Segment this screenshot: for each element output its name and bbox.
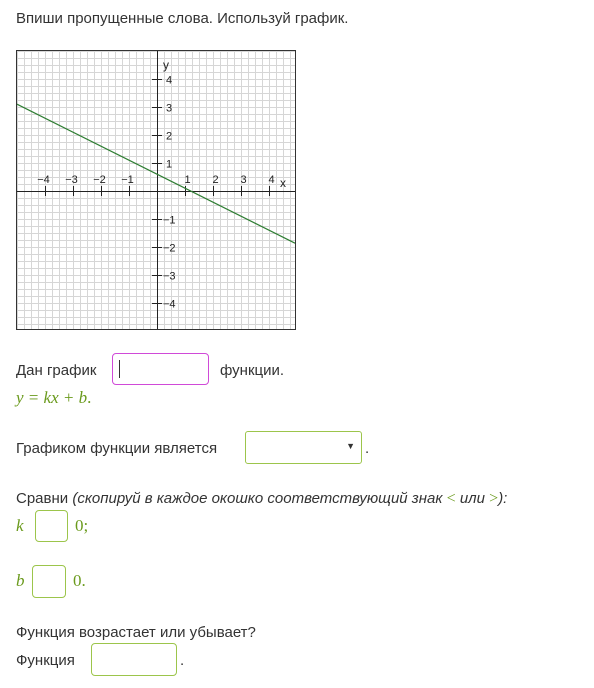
formula-end: . (87, 388, 92, 407)
lt-sign: < (446, 490, 456, 507)
x-axis-label: x (280, 176, 286, 190)
q4-question: Функция возрастает или убывает? (16, 624, 256, 641)
x-tick-label: −2 (93, 174, 106, 186)
q3-title: Сравни (16, 490, 69, 507)
hint-end: ): (498, 490, 508, 507)
q2-after-text: . (365, 440, 370, 457)
b-compare-end: 0. (73, 571, 86, 590)
q1-after-text: функции. (220, 362, 285, 379)
y-tick-label: 4 (166, 74, 173, 87)
x-tick-label: 1 (184, 174, 191, 186)
q4-label: Функция (16, 652, 75, 669)
q3-hint: (скопируй в каждое окошко соответствующий знак (72, 490, 443, 507)
gt-sign: > (489, 490, 499, 507)
function-type-input[interactable] (112, 353, 209, 385)
x-tick-label: −1 (121, 174, 134, 186)
y-tick-label: −2 (163, 242, 176, 255)
formula-text: y = kx + b (16, 388, 88, 407)
monotonicity-input[interactable] (91, 643, 177, 676)
q3-heading (16, 490, 507, 508)
dropdown-arrow-icon: ▼ (346, 441, 355, 451)
x-tick-label: −3 (65, 174, 78, 186)
k-compare-end: 0; (75, 516, 89, 535)
y-tick-label: 3 (166, 102, 173, 115)
x-tick-label: −4 (37, 174, 50, 186)
k-compare-input[interactable] (35, 510, 68, 542)
x-tick-label: 2 (212, 174, 219, 186)
graph-type-select[interactable] (245, 431, 362, 464)
b-compare-input[interactable] (32, 565, 66, 598)
k-symbol: k (16, 516, 24, 535)
x-tick-label: 3 (240, 174, 247, 186)
function-line (17, 104, 295, 243)
q2-before-text: Графиком функции является (16, 440, 218, 457)
or-word: или (459, 490, 485, 507)
graph-svg (17, 51, 295, 329)
y-tick-label: 1 (166, 158, 173, 171)
function-graph (16, 50, 296, 330)
q4-after-text: . (180, 652, 185, 669)
y-tick-label: −1 (163, 214, 176, 227)
y-tick-label: −3 (163, 270, 176, 283)
instruction-text: Впиши пропущенные слова. Используй график. (16, 10, 349, 27)
q1-before-text: Дан график (16, 362, 97, 379)
formula (16, 389, 91, 408)
y-tick-label: −4 (163, 298, 176, 311)
y-axis-label: y (163, 58, 169, 72)
x-tick-label: 4 (268, 174, 275, 186)
b-symbol: b (16, 571, 25, 590)
text-caret (119, 360, 120, 378)
y-tick-label: 2 (166, 130, 173, 143)
